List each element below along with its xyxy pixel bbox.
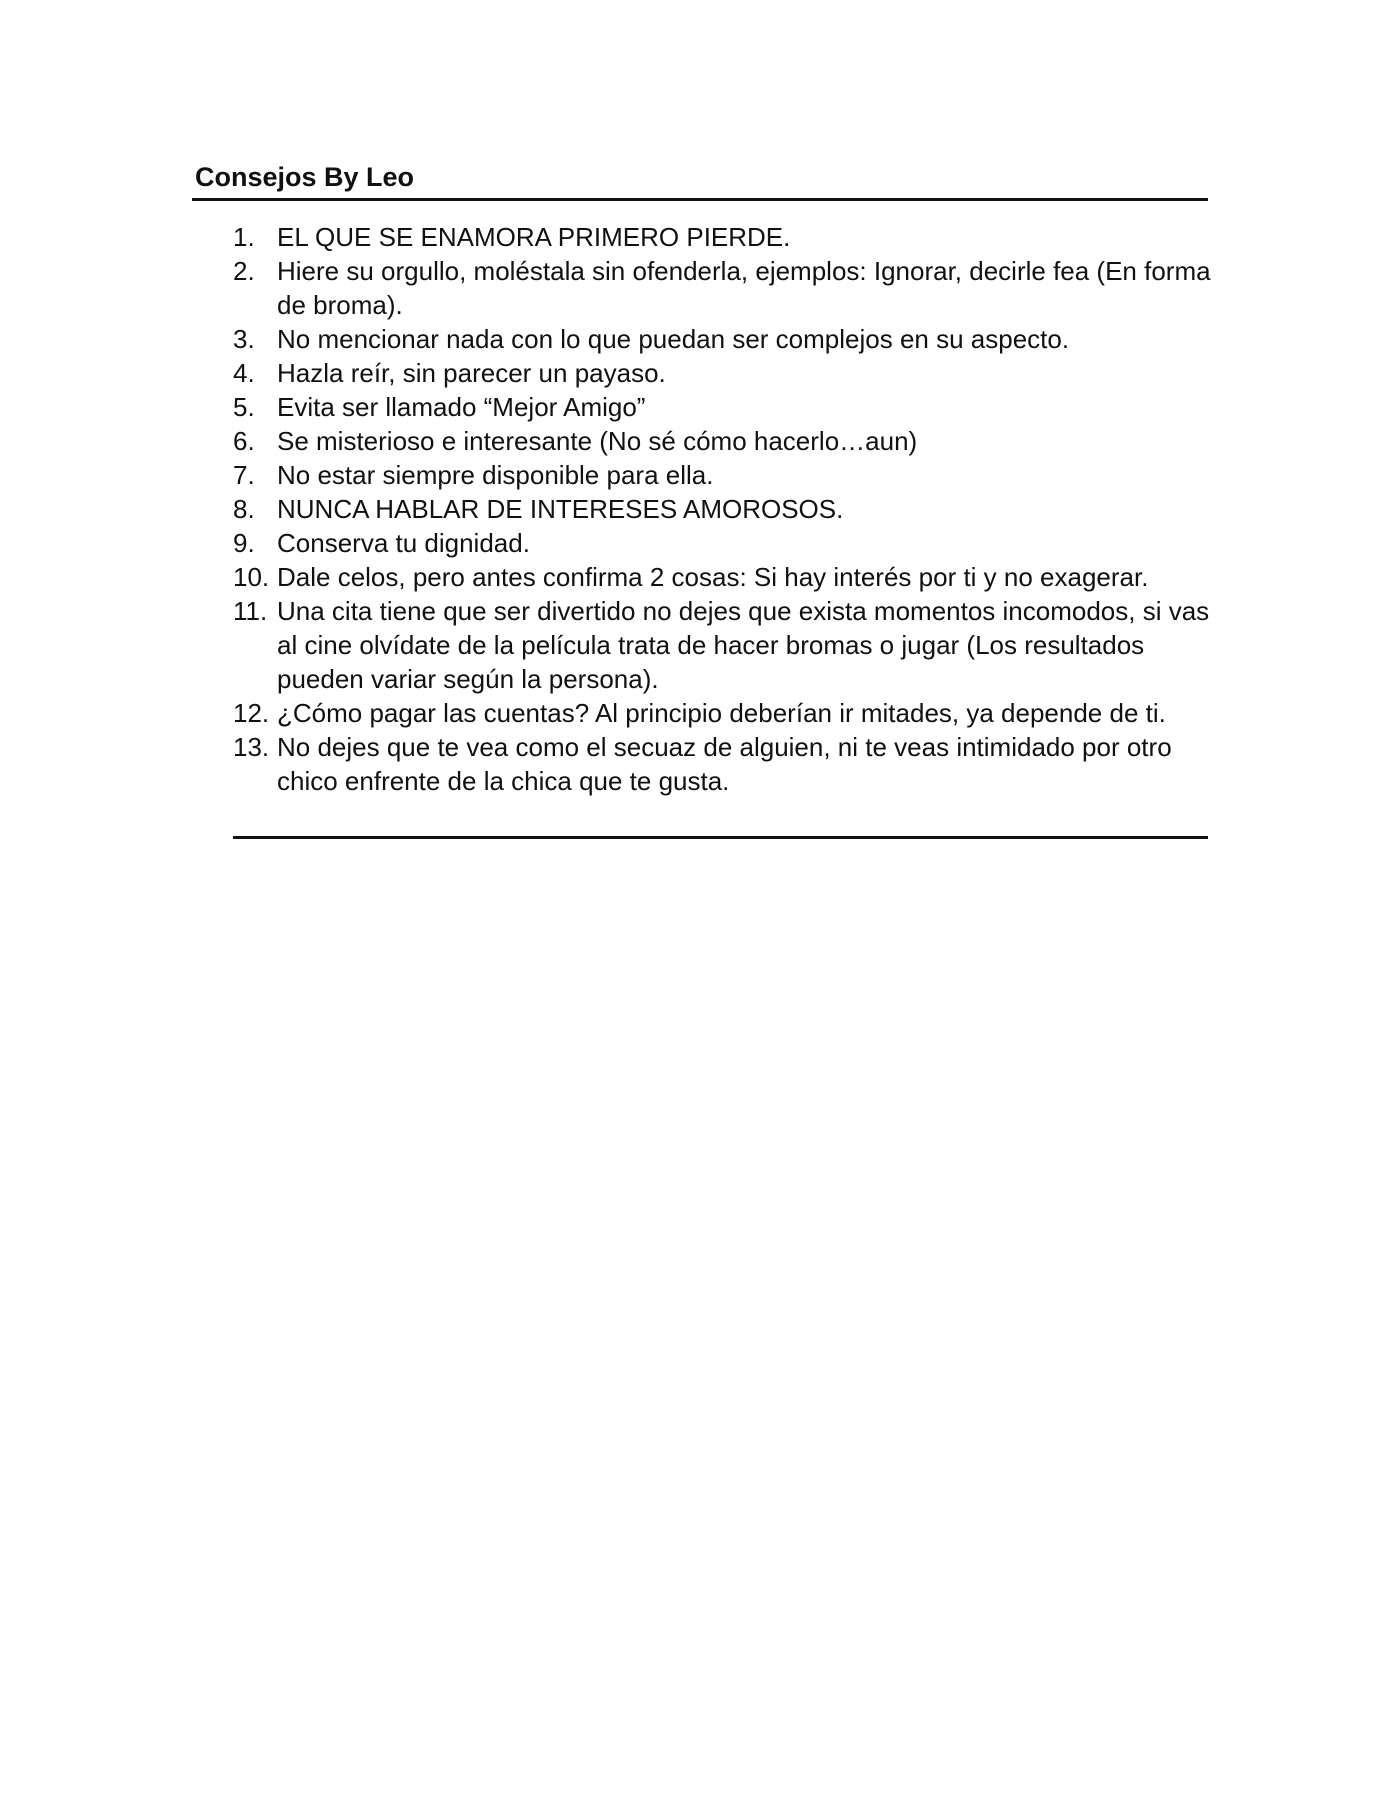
list-item (233, 594, 1213, 696)
title-rule (192, 198, 1208, 201)
item-text: Hazla reír, sin parecer un payaso. (277, 358, 666, 388)
item-text: ¿Cómo pagar las cuentas? Al principio deberían ir mitades, ya depende de ti. (277, 698, 1166, 728)
advice-list (233, 220, 1213, 798)
item-text: EL QUE SE ENAMORA PRIMERO PIERDE. (277, 222, 791, 252)
list-item (233, 526, 1213, 560)
list-item (233, 492, 1213, 526)
list-item (233, 356, 1213, 390)
item-number: 10. (233, 562, 270, 592)
list-item (233, 220, 1213, 254)
document-title: Consejos By Leo (195, 162, 415, 192)
item-text: No dejes que te vea como el secuaz de alguien, ni te veas intimidado por otro chico enfrente de la chica que te gusta. (277, 732, 1172, 796)
item-text: Una cita tiene que ser divertido no dejes que exista momentos incomodos, si vas al cine olvídate de la película trata de hacer bromas o jugar (Los resultados pueden variar según la persona). (277, 596, 1210, 694)
item-number: 7. (233, 460, 255, 490)
bottom-rule (233, 836, 1208, 839)
item-number: 4. (233, 358, 255, 388)
item-number: 8. (233, 494, 255, 524)
item-number: 13. (233, 732, 270, 762)
list-item (233, 730, 1213, 798)
list-item (233, 390, 1213, 424)
item-number: 9. (233, 528, 255, 558)
item-number: 2. (233, 256, 255, 286)
item-text: NUNCA HABLAR DE INTERESES AMOROSOS. (277, 494, 844, 524)
list-item (233, 458, 1213, 492)
item-number: 12. (233, 698, 270, 728)
item-text: Conserva tu dignidad. (277, 528, 530, 558)
item-number: 11. (233, 596, 268, 626)
list-item (233, 424, 1213, 458)
item-number: 3. (233, 324, 255, 354)
list-item (233, 560, 1213, 594)
item-number: 6. (233, 426, 255, 456)
list-item (233, 696, 1213, 730)
item-text: Evita ser llamado “Mejor Amigo” (277, 392, 646, 422)
item-number: 5. (233, 392, 255, 422)
item-text: No estar siempre disponible para ella. (277, 460, 714, 490)
item-text: No mencionar nada con lo que puedan ser complejos en su aspecto. (277, 324, 1070, 354)
list-item (233, 254, 1213, 322)
item-number: 1. (233, 222, 255, 252)
list-item (233, 322, 1213, 356)
item-text: Se misterioso e interesante (No sé cómo hacerlo…aun) (277, 426, 918, 456)
item-text: Hiere su orgullo, moléstala sin ofenderla, ejemplos: Ignorar, decirle fea (En forma de broma). (277, 256, 1211, 320)
item-text: Dale celos, pero antes confirma 2 cosas: Si hay interés por ti y no exagerar. (277, 562, 1149, 592)
